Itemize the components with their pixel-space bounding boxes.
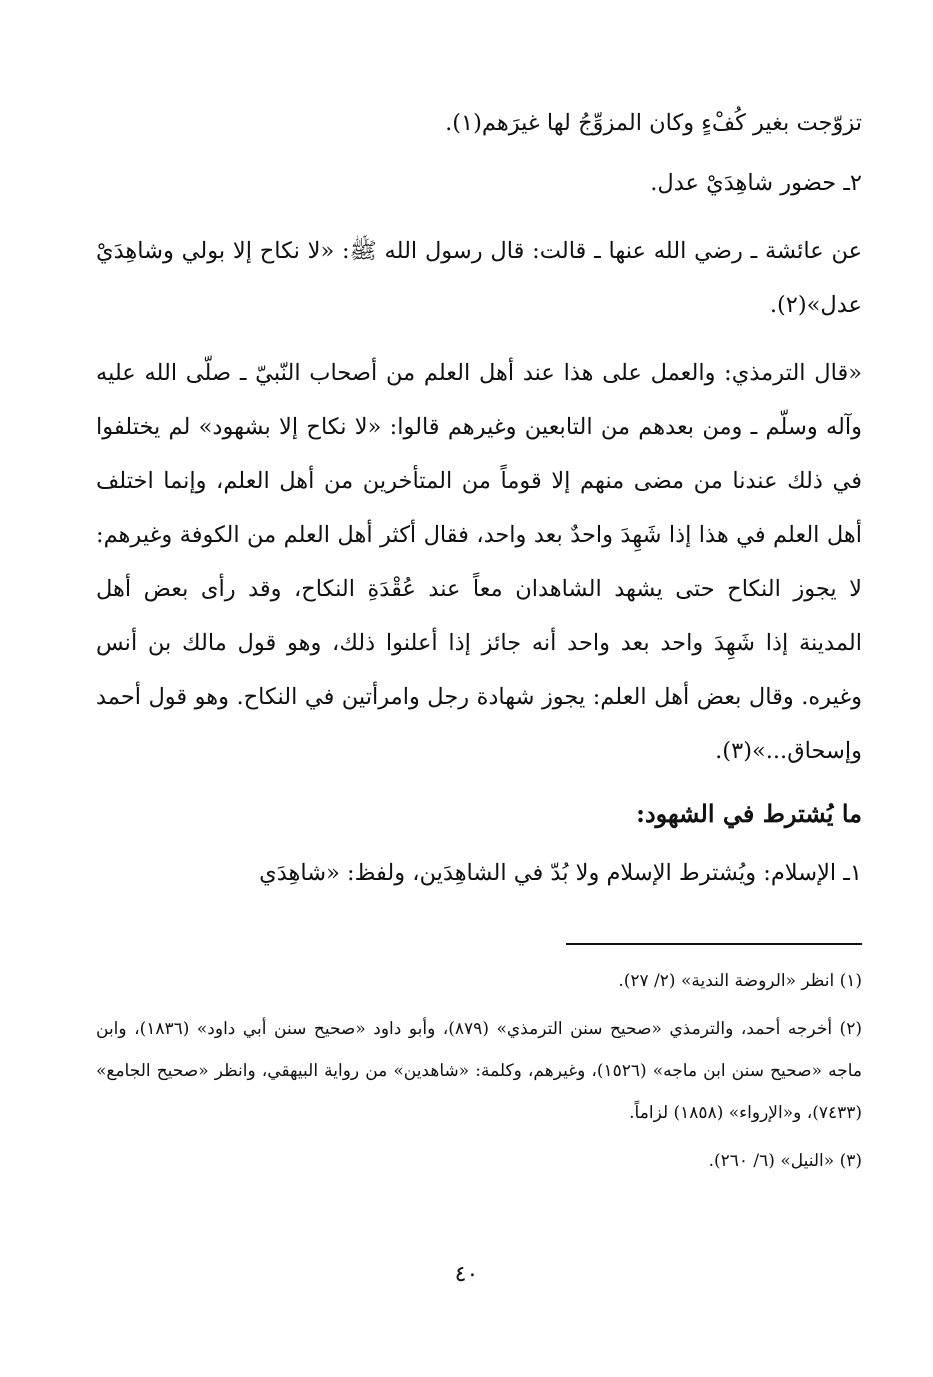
footnote-2: (٢) أخرجه أحمد، والترمذي «صحيح سنن الترمذي» (٨٧٩)، وأبو داود «صحيح سنن أبي داود» (١٨٣٦)، وابن ماجه «صحيح سنن ابن ماجه» (١٥٢٦)، وغيرهم، وكلمة: «شاهدين» من رواية البيهقي، وانظر «صحيح الجامع» (٧٤٣٣)، و«الإرواء» (١٨٥٨) لزاماً.: [96, 1019, 862, 1123]
footnote-3: (٣) «النيل» (٦/ ٢٦٠).: [708, 1151, 862, 1171]
condition-two-heading: ٢ـ حضور شاهِدَيْ عدل.: [650, 170, 862, 196]
footnote-divider: [566, 943, 862, 945]
tirmidhi-quote-paragraph: «قال الترمذي: والعمل على هذا عند أهل العلم من أصحاب النّبيّ ـ صلّى الله عليه وآله وسلّم ـ ومن بعدهم من التابعين وغيرهم قالوا: «لا نكاح إلا بشهود» لم يختلفوا في ذلك عندنا من مضى منهم إلا قوماً من المتأخرين من أهل العلم، وإنما اختلف أهل العلم في هذا إذا شَهِدَ واحدٌ بعد واحد، فقال أكثر أهل العلم من الكوفة وغيرهم: لا يجوز النكاح حتى يشهد الشاهدان معاً عند عُقْدَةِ النكاح، وقد رأى بعض أهل المدينة إذا شَهِدَ واحد بعد واحد أنه جائز إذا أعلنوا ذلك، وهو قول مالك بن أنس وغيره. وقال بعض أهل العلم: يجوز شهادة رجل وامرأتين في النكاح. وهو قول أحمد وإسحاق...»(٣).: [96, 360, 862, 764]
page-number: ٤٠: [454, 1262, 479, 1287]
condition-islam-paragraph: ١ـ الإسلام: ويُشترط الإسلام ولا بُدّ في الشاهِدَين، ولفظ: «شاهِدَي: [259, 860, 862, 886]
paragraph-continuation: تزوّجت بغير كُفْءٍ وكان المزوِّجُ لها غيرَهم(١).: [445, 110, 862, 136]
main-text: [96, 96, 862, 900]
body-text: [96, 96, 862, 778]
hadith-paragraph: عن عائشة ـ رضي الله عنها ـ قالت: قال رسول الله ﷺ: «لا نكاح إلا بولي وشاهِدَيْ عدل»(٢).: [96, 238, 862, 318]
section-heading: ما يُشترط في الشهود:: [636, 799, 862, 828]
body-text-continued: [96, 846, 862, 900]
footnotes: [96, 960, 862, 1182]
footnote-1: (١) انظر «الروضة الندية» (٢/ ٢٧).: [618, 971, 862, 991]
